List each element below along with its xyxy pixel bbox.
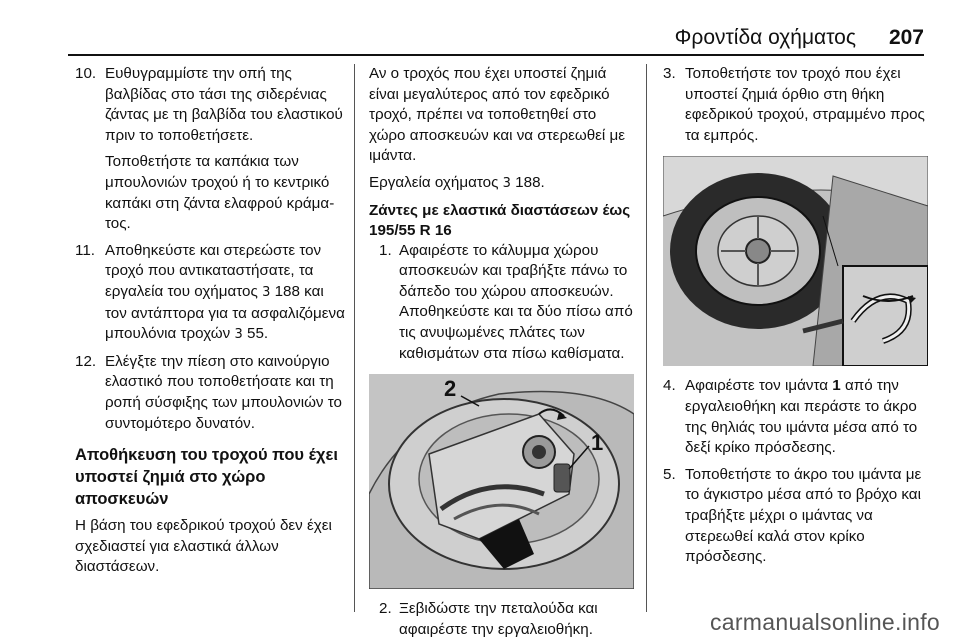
body-paragraph: Η βάση του εφεδρικού τροχού δεν έχει σχεδιαστεί για ελαστικά άλλων διαστάσεων.	[75, 517, 332, 576]
step-number: 1.	[379, 241, 392, 259]
page-header	[0, 0, 960, 56]
spare-wheel-strap-illustration	[663, 156, 928, 366]
step-text: Τοποθετήστε το άκρο του ιμάντα με το άγκιστρο μέσα από το βρόχο και τραβήξτε μέχρι ο ιμάντας να στερεωθεί καλά στον κρίκο πρόσδεσης.	[685, 465, 922, 566]
step-text	[685, 376, 928, 458]
step-text: Τοποθετήστε τον τροχό που έχει υποστεί ζημιά όρθιο στη θήκη εφεδρικού τροχού, στραμμένο προς τα εμπρός.	[685, 65, 925, 144]
list-item-10	[75, 64, 347, 235]
list-item-11	[75, 241, 347, 346]
step-number: 3.	[663, 65, 676, 82]
item-text: Ευθυγραμμίστε την οπή της βαλβίδας στο τάσι της σιδερένιας ζάντας με τη βαλβίδα του ελαστικού πριν το τοποθετήσετε.	[105, 65, 343, 144]
subheading: Ζάντες με ελαστικά διαστάσεων έως 195/55 R 16	[369, 201, 631, 239]
step-number: 5.	[663, 465, 676, 483]
item-text: Ελέγξτε την πίεση στο καινούργιο ελαστικό που τοποθετήσατε και τη ροπή σύσφιξης των μπουλονιών το συντομότερο δυνατόν.	[105, 352, 342, 432]
step-1	[369, 241, 634, 365]
item-number: 12.	[75, 352, 97, 370]
item-text	[105, 241, 347, 346]
item-text-part: και τον αντάπτορα για τα ασφαλιζόμενα μπουλόνια τροχών	[105, 282, 345, 343]
item-number: 11.	[75, 241, 95, 259]
list-item-12	[75, 352, 347, 434]
item-number: 10.	[75, 65, 97, 82]
step-number: 4.	[663, 377, 676, 395]
item-text-part: Αποθηκεύστε και στερεώστε τον τροχό που αντικαταστήσατε, τα εργαλεία του οχήματος	[105, 241, 322, 300]
step-text: Ξεβιδώστε την πεταλούδα και αφαιρέστε την εργαλειοθήκη.	[399, 600, 598, 638]
reference-arrow-icon: 3	[502, 175, 511, 191]
step-number: 2.	[379, 600, 392, 618]
column-divider	[646, 64, 647, 612]
page-number: 207	[888, 26, 924, 49]
column-3	[663, 64, 928, 568]
column-2	[369, 64, 634, 640]
spare-wheel-figure	[663, 156, 928, 366]
header-rule	[68, 54, 924, 56]
watermark: carmanualsonline.info	[709, 609, 940, 635]
column-1	[75, 64, 347, 578]
step-text-part: από την εργαλειοθήκη και περάστε το άκρο της θηλιάς του ιμάντα μέσα από το δεξί κρίκο πρόσδεσης.	[685, 377, 918, 457]
reference-arrow-icon: 3	[234, 327, 243, 343]
section-title: Φροντίδα οχήματος	[674, 26, 856, 49]
intro-paragraph: Αν ο τροχός που έχει υποστεί ζημιά είναι μεγαλύτερος από τον εφεδρικό τροχό, πρέπει να τοποθετηθεί στο χώρο αποσκευών και να στερεωθεί με ιμάντα.	[369, 65, 626, 165]
step-2	[369, 599, 634, 640]
figure-callout-2: 2	[444, 376, 457, 402]
tools-reference	[369, 173, 634, 195]
section-heading: Αποθήκευση του τροχού που έχει υποστεί ζημιά στο χώρο αποσκευών	[75, 446, 338, 509]
reference-arrow-icon: 3	[262, 284, 271, 300]
page-reference[interactable]: 55.	[247, 325, 269, 343]
column-divider	[354, 64, 355, 612]
step-5	[663, 465, 928, 568]
callout-number: 1	[832, 377, 841, 395]
page-reference[interactable]: 188	[274, 282, 300, 300]
page-reference[interactable]: 188.	[515, 173, 545, 191]
toolbox-figure	[369, 374, 634, 589]
figure-callout-1: 1	[591, 430, 604, 456]
trunk-toolbox-illustration	[369, 374, 634, 589]
item-text: Τοποθετήστε τα καπάκια των μπουλονιών τροχού ή το κεντρικό καπάκι στη ζάντα ελαφρού κράματος.	[105, 153, 335, 233]
step-3	[663, 64, 928, 146]
step-4	[663, 376, 928, 458]
tools-text: Εργαλεία οχήματος	[369, 173, 499, 191]
step-text: Αφαιρέστε το κάλυμμα χώρου αποσκευών και τραβήξτε πάνω το δάπεδο του χώρου αποσκευών. Αποθηκεύστε και τα δύο πίσω από τις ανυψωμένες πλάτες των καθισμάτων στα πίσω καθίσματα.	[399, 241, 633, 362]
step-text-part: Αφαιρέστε τον ιμάντα	[685, 377, 829, 395]
